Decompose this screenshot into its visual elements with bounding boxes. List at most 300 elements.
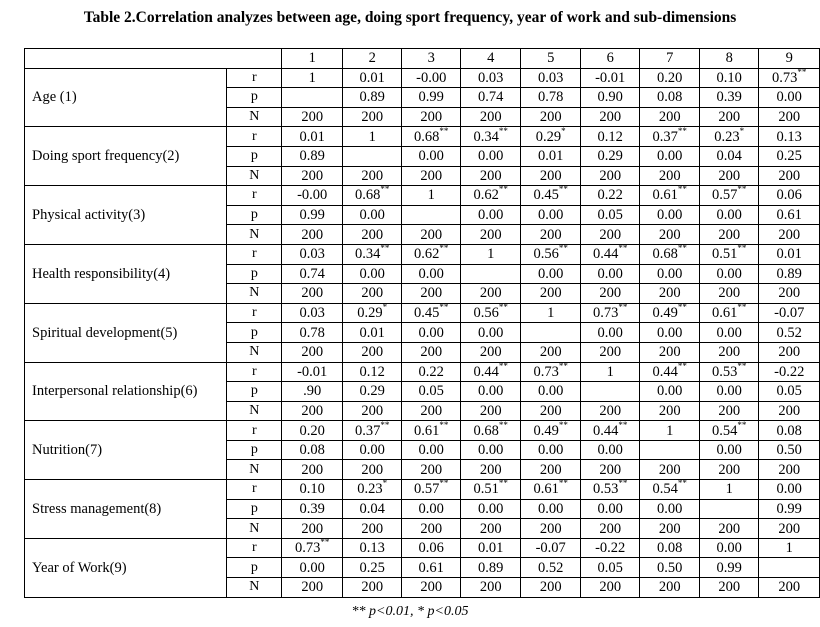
table-cell: [640, 499, 700, 519]
cell-value: 0.05: [597, 559, 623, 576]
statistic-label: N: [227, 166, 282, 186]
cell-value: 200: [718, 579, 741, 596]
cell-value: 0.49: [652, 305, 678, 322]
cell-value: 0.61: [776, 207, 802, 224]
table-cell: [640, 401, 700, 421]
cell-value: 0.62: [473, 187, 499, 204]
table-cell: [342, 88, 402, 108]
table-cell: [759, 460, 820, 480]
cell-value: 200: [718, 167, 741, 184]
table-cell: [640, 205, 700, 225]
table-cell: [640, 558, 700, 578]
table-cell: [580, 519, 640, 539]
table-cell: [461, 186, 521, 206]
table-cell: [282, 225, 342, 245]
table-cell: [461, 68, 521, 88]
table-cell: [402, 342, 461, 362]
table-cell: [402, 519, 461, 539]
table-cell: [640, 127, 700, 147]
cell-value: 200: [718, 461, 741, 478]
cell-value: 0.45: [414, 305, 440, 322]
cell-value: 0.00: [478, 442, 504, 459]
table-cell: [759, 303, 820, 323]
table-cell: [282, 264, 342, 284]
cell-value: 200: [718, 520, 741, 537]
table-cell: [759, 127, 820, 147]
table-cell: [342, 362, 402, 382]
significance-marker: **: [618, 479, 628, 489]
column-header: 7: [640, 49, 700, 69]
table-cell: [282, 166, 342, 186]
table-cell: [521, 186, 581, 206]
cell-value: -0.07: [774, 305, 805, 322]
header-row: [25, 49, 820, 69]
statistic-label: r: [227, 480, 282, 500]
table-cell: [699, 264, 759, 284]
table-cell: [521, 107, 581, 127]
cell-value: 0.50: [776, 442, 802, 459]
table-cell: [402, 127, 461, 147]
table-cell: [521, 558, 581, 578]
cell-value: 0.01: [359, 324, 385, 341]
table-cell: [521, 440, 581, 460]
cell-value: 0.01: [359, 69, 385, 86]
cell-value: 1: [308, 69, 316, 86]
table-cell: [580, 146, 640, 166]
significance-marker: **: [498, 362, 508, 371]
table-cell: [402, 460, 461, 480]
table-cell: [699, 480, 759, 500]
cell-value: 200: [658, 579, 681, 596]
table-cell: [759, 107, 820, 127]
cell-value: 1: [427, 187, 435, 204]
table-cell: [759, 362, 820, 382]
cell-value: 0.05: [597, 207, 623, 224]
cell-value: 0.22: [418, 363, 444, 380]
table-cell: [521, 146, 581, 166]
cell-value: 0.00: [716, 383, 742, 400]
table-cell: [699, 225, 759, 245]
table-cell: [640, 362, 700, 382]
table-cell: [640, 440, 700, 460]
table-cell: [699, 205, 759, 225]
cell-value: 0.00: [418, 442, 444, 459]
table-cell: [699, 166, 759, 186]
significance-marker: **: [737, 420, 747, 430]
table-cell: [461, 538, 521, 558]
table-cell: [699, 127, 759, 147]
cell-value: 0.10: [299, 481, 325, 498]
table-cell: [699, 303, 759, 323]
table-cell: [461, 342, 521, 362]
table-cell: [342, 558, 402, 578]
cell-value: 0.89: [776, 265, 802, 282]
cell-value: 0.00: [716, 265, 742, 282]
cell-value: 0.00: [597, 500, 623, 517]
cell-value: 0.00: [478, 148, 504, 165]
table-cell: [282, 499, 342, 519]
table-cell: [699, 362, 759, 382]
cell-value: 200: [599, 167, 622, 184]
cell-value: 200: [361, 579, 384, 596]
table-cell: [640, 382, 700, 402]
cell-value: 200: [479, 226, 502, 243]
cell-value: 0.73: [295, 540, 321, 557]
table-cell: [342, 107, 402, 127]
table-cell: [282, 460, 342, 480]
table-cell: [580, 225, 640, 245]
cell-value: 0.23: [357, 481, 383, 498]
cell-value: 200: [361, 402, 384, 419]
table-cell: [580, 88, 640, 108]
cell-value: 0.00: [418, 324, 444, 341]
cell-value: 0.62: [414, 246, 440, 263]
significance-marker: **: [677, 185, 687, 195]
cell-value: 0.00: [657, 265, 683, 282]
table-cell: [580, 342, 640, 362]
cell-value: 0.51: [473, 481, 499, 498]
cell-value: 0.54: [712, 422, 738, 439]
cell-value: 0.00: [597, 265, 623, 282]
cell-value: 0.39: [299, 500, 325, 517]
table-cell: [402, 88, 461, 108]
cell-value: 0.44: [473, 363, 499, 380]
statistic-label: r: [227, 244, 282, 264]
cell-value: 0.20: [299, 422, 325, 439]
table-cell: [521, 519, 581, 539]
table-cell: [699, 558, 759, 578]
significance-marker: **: [737, 185, 747, 195]
table-cell: [342, 225, 402, 245]
table-cell: [282, 480, 342, 500]
table-cell: [699, 284, 759, 304]
column-header: 1: [282, 49, 342, 69]
significance-marker: **: [558, 244, 568, 254]
table-cell: [282, 362, 342, 382]
table-cell: [580, 382, 640, 402]
table-cell: [699, 519, 759, 539]
table-cell: [580, 166, 640, 186]
cell-value: 200: [599, 109, 622, 126]
table-cell: [640, 538, 700, 558]
table-cell: [699, 382, 759, 402]
cell-value: .90: [303, 383, 322, 400]
cell-value: 0.34: [473, 128, 499, 145]
table-cell: [402, 323, 461, 343]
cell-value: 0.45: [533, 187, 559, 204]
cell-value: 0.61: [652, 187, 678, 204]
cell-value: 200: [539, 579, 562, 596]
cell-value: 0.37: [355, 422, 381, 439]
table-cell: [461, 382, 521, 402]
statistic-label: r: [227, 538, 282, 558]
table-cell: [282, 323, 342, 343]
statistic-label: p: [227, 88, 282, 108]
cell-value: 200: [420, 226, 443, 243]
table-row: [25, 244, 820, 264]
cell-value: 0.56: [473, 305, 499, 322]
table-cell: [402, 421, 461, 441]
table-cell: [580, 421, 640, 441]
cell-value: 0.08: [299, 442, 325, 459]
table-cell: [759, 68, 820, 88]
table-cell: [282, 205, 342, 225]
cell-value: 1: [606, 363, 614, 380]
cell-value: 0.00: [538, 207, 564, 224]
cell-value: -0.00: [297, 187, 328, 204]
table-cell: [461, 362, 521, 382]
cell-value: 0.03: [538, 69, 564, 86]
cell-value: 200: [361, 344, 384, 361]
table-cell: [580, 205, 640, 225]
cell-value: 200: [420, 109, 443, 126]
cell-value: 0.54: [652, 481, 678, 498]
cell-value: 0.29: [357, 305, 383, 322]
table-cell: [402, 303, 461, 323]
table-cell: [461, 244, 521, 264]
table-cell: [521, 421, 581, 441]
statistic-label: p: [227, 499, 282, 519]
cell-value: 0.13: [359, 540, 385, 557]
table-cell: [521, 244, 581, 264]
table-cell: [402, 205, 461, 225]
cell-value: 0.99: [299, 207, 325, 224]
table-cell: [402, 107, 461, 127]
cell-value: -0.07: [535, 540, 566, 557]
cell-value: 0.52: [538, 559, 564, 576]
table-cell: [461, 225, 521, 245]
table-cell: [282, 186, 342, 206]
cell-value: -0.22: [595, 540, 626, 557]
cell-value: 0.04: [359, 500, 385, 517]
cell-value: 200: [479, 461, 502, 478]
cell-value: 0.00: [478, 383, 504, 400]
statistic-label: p: [227, 205, 282, 225]
table-cell: [580, 68, 640, 88]
cell-value: 0.99: [776, 500, 802, 517]
statistic-label: r: [227, 68, 282, 88]
table-cell: [282, 303, 342, 323]
significance-marker: **: [380, 244, 390, 254]
table-cell: [759, 205, 820, 225]
significance-marker: **: [558, 185, 568, 195]
statistic-label: N: [227, 401, 282, 421]
table-cell: [402, 538, 461, 558]
cell-value: 200: [658, 461, 681, 478]
table-cell: [521, 480, 581, 500]
cell-value: 200: [479, 109, 502, 126]
cell-value: 0.49: [533, 422, 559, 439]
table-cell: [521, 88, 581, 108]
table-cell: [461, 284, 521, 304]
table-row: [25, 362, 820, 382]
cell-value: 0.00: [716, 442, 742, 459]
table-cell: [699, 538, 759, 558]
statistic-label: p: [227, 323, 282, 343]
column-header: 3: [402, 49, 461, 69]
table-cell: [521, 499, 581, 519]
cell-value: 200: [658, 167, 681, 184]
cell-value: 1: [666, 422, 674, 439]
significance-marker: **: [498, 303, 508, 313]
table-cell: [282, 342, 342, 362]
table-cell: [402, 499, 461, 519]
cell-value: 0.89: [478, 559, 504, 576]
table-cell: [580, 303, 640, 323]
cell-value: 200: [658, 520, 681, 537]
table-cell: [282, 244, 342, 264]
cell-value: 0.89: [359, 89, 385, 106]
table-cell: [402, 382, 461, 402]
cell-value: 0.29: [535, 128, 562, 145]
cell-value: 200: [599, 461, 622, 478]
variable-label: Nutrition(7): [25, 421, 227, 480]
significance-marker: **: [498, 420, 508, 430]
cell-value: 0.23: [714, 128, 740, 145]
cell-value: 0.06: [776, 187, 802, 204]
table-cell: [759, 538, 820, 558]
cell-value: 200: [599, 285, 622, 302]
table-cell: [580, 284, 640, 304]
table-cell: [759, 421, 820, 441]
table-cell: [640, 480, 700, 500]
table-cell: [699, 88, 759, 108]
column-header: 9: [759, 49, 820, 69]
cell-value: 0.00: [657, 148, 683, 165]
cell-value: 200: [539, 167, 562, 184]
table-cell: [580, 558, 640, 578]
table-cell: [342, 127, 402, 147]
cell-value: 200: [420, 344, 443, 361]
significance-marker: **: [677, 244, 687, 254]
cell-value: 0.01: [478, 540, 504, 557]
cell-value: 200: [599, 402, 622, 419]
table-cell: [282, 538, 342, 558]
cell-value: 200: [361, 167, 384, 184]
table-row: [25, 68, 820, 88]
table-row: [25, 303, 820, 323]
cell-value: 0.03: [299, 246, 325, 263]
table-cell: [521, 166, 581, 186]
table-cell: [342, 284, 402, 304]
significance-marker: **: [558, 420, 568, 430]
statistic-label: r: [227, 186, 282, 206]
cell-value: 200: [479, 344, 502, 361]
significance-marker: **: [439, 420, 449, 430]
table-cell: [461, 401, 521, 421]
table-cell: [342, 480, 402, 500]
cell-value: 200: [718, 226, 741, 243]
column-header: 5: [521, 49, 581, 69]
table-cell: [759, 244, 820, 264]
cell-value: 200: [658, 226, 681, 243]
cell-value: 1: [725, 481, 733, 498]
table-cell: [759, 382, 820, 402]
table-cell: [759, 323, 820, 343]
cell-value: 200: [599, 344, 622, 361]
column-header: 6: [580, 49, 640, 69]
variable-label: Age (1): [25, 68, 227, 127]
table-cell: [342, 421, 402, 441]
table-cell: [759, 225, 820, 245]
cell-value: 0.03: [478, 69, 504, 86]
table-cell: [640, 225, 700, 245]
table-cell: [521, 342, 581, 362]
statistic-label: N: [227, 519, 282, 539]
table-cell: [759, 578, 820, 598]
variable-label: Physical activity(3): [25, 186, 227, 245]
table-cell: [759, 342, 820, 362]
significance-marker: **: [677, 126, 687, 136]
table-cell: [640, 88, 700, 108]
table-cell: [402, 480, 461, 500]
cell-value: 200: [301, 344, 324, 361]
table-cell: [699, 440, 759, 460]
table-cell: [282, 107, 342, 127]
table-cell: [402, 284, 461, 304]
cell-value: 200: [658, 402, 681, 419]
cell-value: 0.00: [776, 481, 802, 498]
cell-value: 0.00: [478, 324, 504, 341]
table-cell: [342, 146, 402, 166]
cell-value: 0.29: [597, 148, 623, 165]
cell-value: 200: [539, 344, 562, 361]
cell-value: 0.00: [657, 207, 683, 224]
cell-value: 0.13: [776, 128, 802, 145]
table-cell: [580, 107, 640, 127]
cell-value: 200: [479, 402, 502, 419]
table-cell: [461, 499, 521, 519]
table-cell: [699, 578, 759, 598]
variable-label: Doing sport frequency(2): [25, 127, 227, 186]
table-cell: [282, 146, 342, 166]
cell-value: 200: [539, 402, 562, 419]
cell-value: 0.73: [772, 69, 798, 86]
table-cell: [282, 558, 342, 578]
table-cell: [282, 401, 342, 421]
cell-value: 0.57: [414, 481, 440, 498]
table-cell: [461, 264, 521, 284]
table-cell: [521, 225, 581, 245]
table-cell: [461, 558, 521, 578]
table-cell: [640, 578, 700, 598]
table-cell: [461, 440, 521, 460]
table-cell: [282, 519, 342, 539]
table-cell: [461, 460, 521, 480]
significance-marker: **: [677, 479, 687, 489]
cell-value: 0.00: [359, 207, 385, 224]
table-cell: [759, 264, 820, 284]
table-cell: [342, 166, 402, 186]
statistic-label: r: [227, 421, 282, 441]
significance-marker: **: [498, 479, 508, 489]
table-cell: [461, 303, 521, 323]
cell-value: 0.44: [593, 246, 619, 263]
cell-value: 200: [778, 285, 801, 302]
table-cell: [640, 342, 700, 362]
cell-value: 200: [361, 461, 384, 478]
table-cell: [521, 264, 581, 284]
cell-value: 0.00: [776, 89, 802, 106]
cell-value: 200: [301, 520, 324, 537]
cell-value: 200: [718, 344, 741, 361]
table-cell: [580, 244, 640, 264]
significance-marker: **: [558, 362, 568, 371]
table-cell: [461, 127, 521, 147]
significance-marker: **: [439, 303, 449, 313]
cell-value: 200: [420, 402, 443, 419]
cell-value: 0.90: [597, 89, 623, 106]
